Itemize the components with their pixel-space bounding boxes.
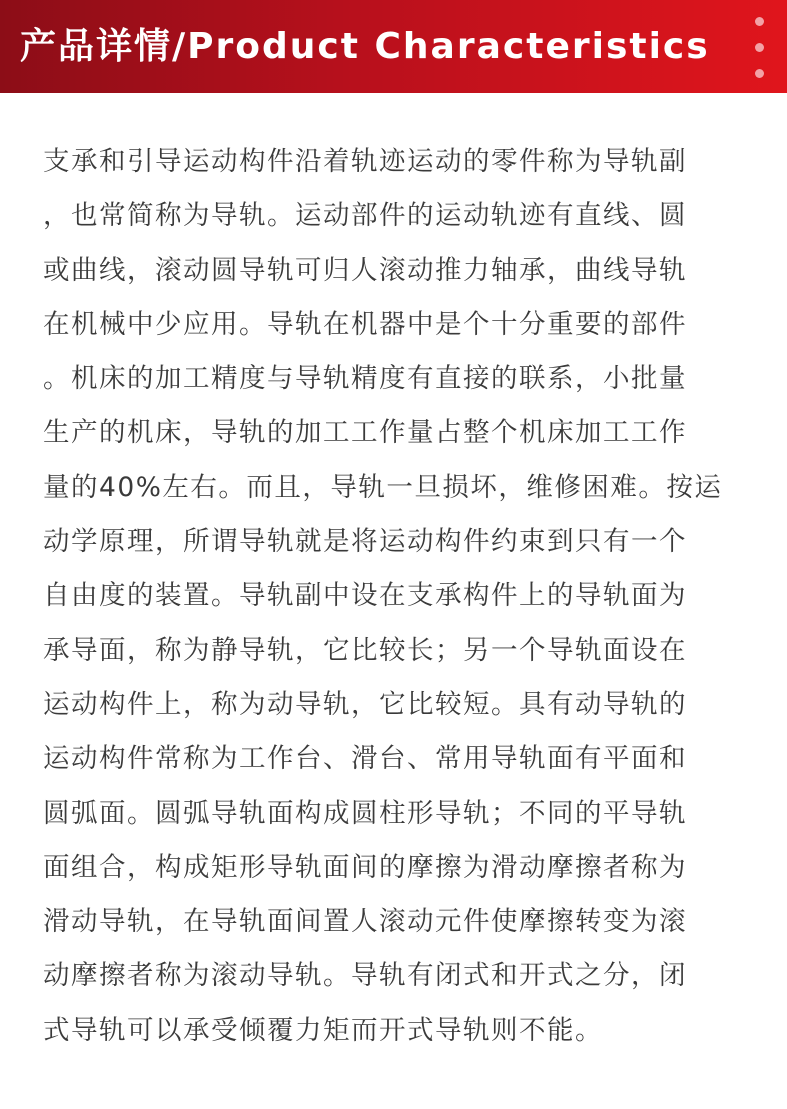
text-line: 在机械中少应用。导轨在机器中是个十分重要的部件 <box>43 308 687 340</box>
description-text <box>43 135 747 1058</box>
section-title: 产品详情/Product Characteristics <box>20 26 710 67</box>
text-line: 承导面，称为静导轨，它比较长；另一个导轨面设在 <box>43 634 687 666</box>
text-line: 运动构件常称为工作台、滑台、常用导轨面有平面和 <box>43 743 687 775</box>
text-line: 。机床的加工精度与导轨精度有直接的联系，小批量 <box>43 363 687 395</box>
text-line: 自由度的装置。导轨副中设在支承构件上的导轨面为 <box>43 580 687 612</box>
text-line: 运动构件上，称为动导轨，它比较短。具有动导轨的 <box>43 688 687 720</box>
text-line: 动摩擦者称为滚动导轨。导轨有闭式和开式之分，闭 <box>43 960 687 992</box>
dot <box>755 43 764 52</box>
text-line: 支承和引导运动构件沿着轨迹运动的零件称为导轨副 <box>43 146 687 177</box>
text-line: 或曲线，滚动圆导轨可归人滚动推力轴承，曲线导轨 <box>43 254 687 286</box>
text-line: 滑动导轨，在导轨面间置人滚动元件使摩擦转变为滚 <box>43 906 687 938</box>
text-line: 式导轨可以承受倾覆力矩而开式导轨则不能。 <box>43 1014 603 1046</box>
text-line: 量的40%左右。而且，导轨一旦损坏，维修困难。按运 <box>43 471 723 503</box>
text-line: ，也常简称为导轨。运动部件的运动轨迹有直线、圆 <box>43 200 687 232</box>
dot <box>755 17 764 26</box>
text-line: 圆弧面。圆弧导轨面构成圆柱形导轨；不同的平导轨 <box>43 797 687 829</box>
text-line: 面组合，构成矩形导轨面间的摩擦为滑动摩擦者称为 <box>43 851 687 883</box>
text-line: 生产的机床，导轨的加工工作量占整个机床加工工作 <box>43 417 687 449</box>
dot <box>755 69 764 78</box>
text-line: 动学原理，所谓导轨就是将运动构件约束到只有一个 <box>43 526 687 558</box>
section-header <box>0 0 787 93</box>
vertical-dots-icon <box>755 17 765 95</box>
